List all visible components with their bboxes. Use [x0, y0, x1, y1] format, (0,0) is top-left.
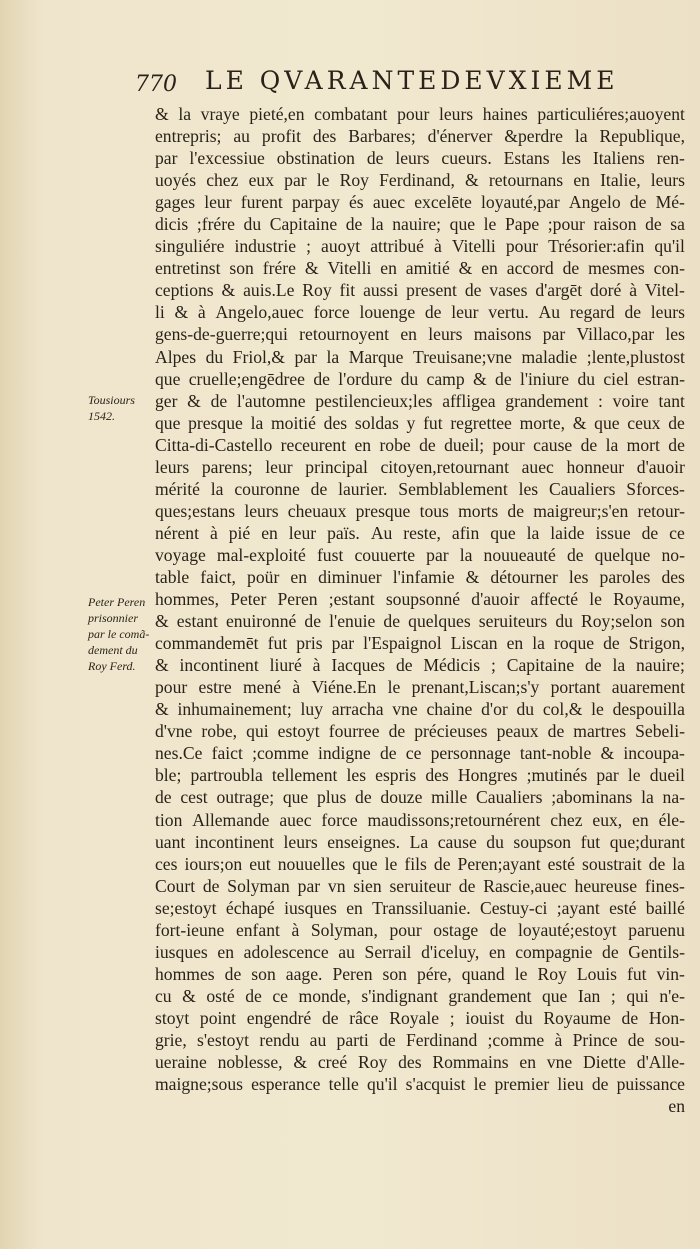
body-line: hommes, Peter Peren ;estant soupsonné d'auoir affecté le Royaume,	[155, 589, 685, 610]
body-line: & estant enuironné de l'enuie de quelques seruiteurs du Roy;selon son	[155, 611, 685, 632]
body-line: & la vraye pieté,en combatant pour leurs haines particuliéres;auoyent	[155, 104, 685, 124]
body-line: que cruelle;engēdree de l'ordure du camp & de l'iniure du ciel estran-	[155, 368, 685, 389]
body-line: se;estoyt échapé iusques en Transsiluanie. Cestuy-ci ;ayant esté baillé	[155, 897, 685, 918]
margin-note-line: dement du	[88, 643, 138, 657]
body-line: ceptions & auis.Le Roy fit aussi present de vases d'argēt doré à Vitel-	[155, 280, 685, 301]
margin-note-peter-peren	[88, 594, 154, 674]
body-line: maigne;sous esperance telle qu'il s'acquist le premier lieu de puissance	[155, 1074, 685, 1095]
body-line: voyage mal-exploité fust couuerte par la nouueauté de quelque no-	[155, 544, 685, 565]
body-line: Citta-di-Castello receurent en robe de dueil; pour cause de la mort de	[155, 434, 685, 455]
body-line: pour estre mené à Viéne.En le prenant,Liscan;s'y portant auarement	[155, 677, 685, 698]
body-line: gages leur furent parpay és auec excelēte loyauté,par Angelo de Mé-	[155, 192, 685, 213]
body-line: ques;estans leurs cheuaux presque tous morts de maigreur;s'en retour-	[155, 500, 685, 521]
margin-note-line: Peter Peren	[88, 595, 146, 609]
body-line: commandemēt fut pris par l'Espaignol Liscan en la roque de Strigon,	[155, 633, 685, 654]
body-line: cu & osté de ce monde, s'indignant grandement que Ian ; qui n'e-	[155, 985, 685, 1006]
body-line: uoyés chez eux par le Roy Ferdinand, & retournans en Italie, leurs	[155, 170, 685, 191]
body-line: singuliére industrie ; auoyt attribué à Vitelli pour Trésorier:afin qu'il	[155, 236, 685, 257]
body-line: & inhumainement; luy arracha vne chaine d'or du col,& le despouilla	[155, 699, 685, 720]
body-line: grie, s'estoyt rendu au parti de Ferdinand ;comme à Prince de sou-	[155, 1029, 685, 1050]
body-line: ces iours;on eut nouuelles que le fils de Peren;ayant esté soustrait de la	[155, 853, 685, 874]
body-line: stoyt point engendré de râce Royale ; iouist du Royaume de Hon-	[155, 1007, 685, 1028]
body-line: ueraine noblesse, & creé Roy des Rommains en vne Diette d'Alle-	[155, 1052, 685, 1073]
body-line: mérité la couronne de laurier. Semblablement les Caualiers Sforces-	[155, 478, 685, 499]
margin-note-line: Roy Ferd.	[88, 659, 136, 673]
body-line: & incontinent liuré à Iacques de Médicis ; Capitaine de la nauire;	[155, 655, 685, 676]
body-line: nérent à pié en leur païs. Au reste, afin que la laide issue de ce	[155, 522, 685, 543]
body-line: entretinst son frére & Vitelli en amitié & en accord de mesmes con-	[155, 258, 685, 279]
body-line: fort-ieune enfant à Solyman, pour ostage de loyauté;estoyt paruenu	[155, 919, 685, 940]
body-line: que presque la moitié des soldas y fut regrettee morte, & que ceux de	[155, 412, 685, 433]
body-line: uant incontinent leurs enseignes. La cause du soupson fut que;durant	[155, 831, 685, 852]
body-line: iusques en adolescence au Serrail d'iceluy, en compagnie de Gentils-	[155, 941, 685, 962]
running-title: LE QVARANTEDEVXIEME	[205, 66, 619, 95]
margin-note-line: Tousiours	[88, 393, 135, 407]
body-line: leurs parens; leur principal citoyen,retournant auec honneur d'auoir	[155, 456, 685, 477]
body-line: nes.Ce faict ;comme indigne de ce personnage tant-noble & incoupa-	[155, 743, 685, 764]
body-line: entrepris; au profit des Barbares; d'énerver &perdre la Republique,	[155, 126, 685, 147]
body-line: de cest outrage; que plus de douze mille Caualiers ;abominans la na-	[155, 787, 685, 808]
body-line: dicis ;frére du Capitaine de la nauire; que le Pape ;pour raison de sa	[155, 214, 685, 235]
page-number: 770	[135, 72, 177, 97]
body-line: li & à Angelo,auec force louenge de leur vertu. Au regard de leurs	[155, 302, 685, 323]
body-line: tion Allemande auec force maudissons;retournérent chez eux, en éle-	[155, 809, 685, 830]
margin-note-line: prisonnier	[88, 611, 139, 625]
body-text	[155, 103, 685, 1117]
body-line: ger & de l'automne pestilencieux;les affligea grandement : voire tant	[155, 390, 685, 411]
body-line: table faict, poür en diminuer l'infamie & détourner les paroles des	[155, 566, 685, 587]
body-line: par l'excessiue obstination de leurs cueurs. Estans les Italiens ren-	[155, 148, 685, 169]
body-line: en	[668, 1096, 685, 1117]
body-line: ble; partroubla tellement les espris des Hongres ;mutinés par le dueil	[155, 765, 685, 786]
margin-note-tousiours	[88, 392, 154, 424]
body-line: d'vne robe, qui estoyt fourree de précieuses peaux de martres Sebeli-	[155, 721, 685, 742]
body-line: Court de Solyman par vn sien seruiteur de Rascie,auec heureuse fines-	[155, 875, 685, 896]
body-line: hommes de son aage. Peren son pére, quand le Roy Louis fut vin-	[155, 963, 685, 984]
body-line: gens-de-guerre;qui retournoyent en leurs maisons par Villaco,par les	[155, 324, 685, 345]
margin-note-line: 1542.	[88, 409, 115, 423]
body-line: Alpes du Friol,& par la Marque Treuisane;vne maladie ;lente,plustost	[155, 346, 685, 367]
running-header	[135, 66, 680, 100]
margin-note-line: par le comã-	[88, 627, 150, 641]
